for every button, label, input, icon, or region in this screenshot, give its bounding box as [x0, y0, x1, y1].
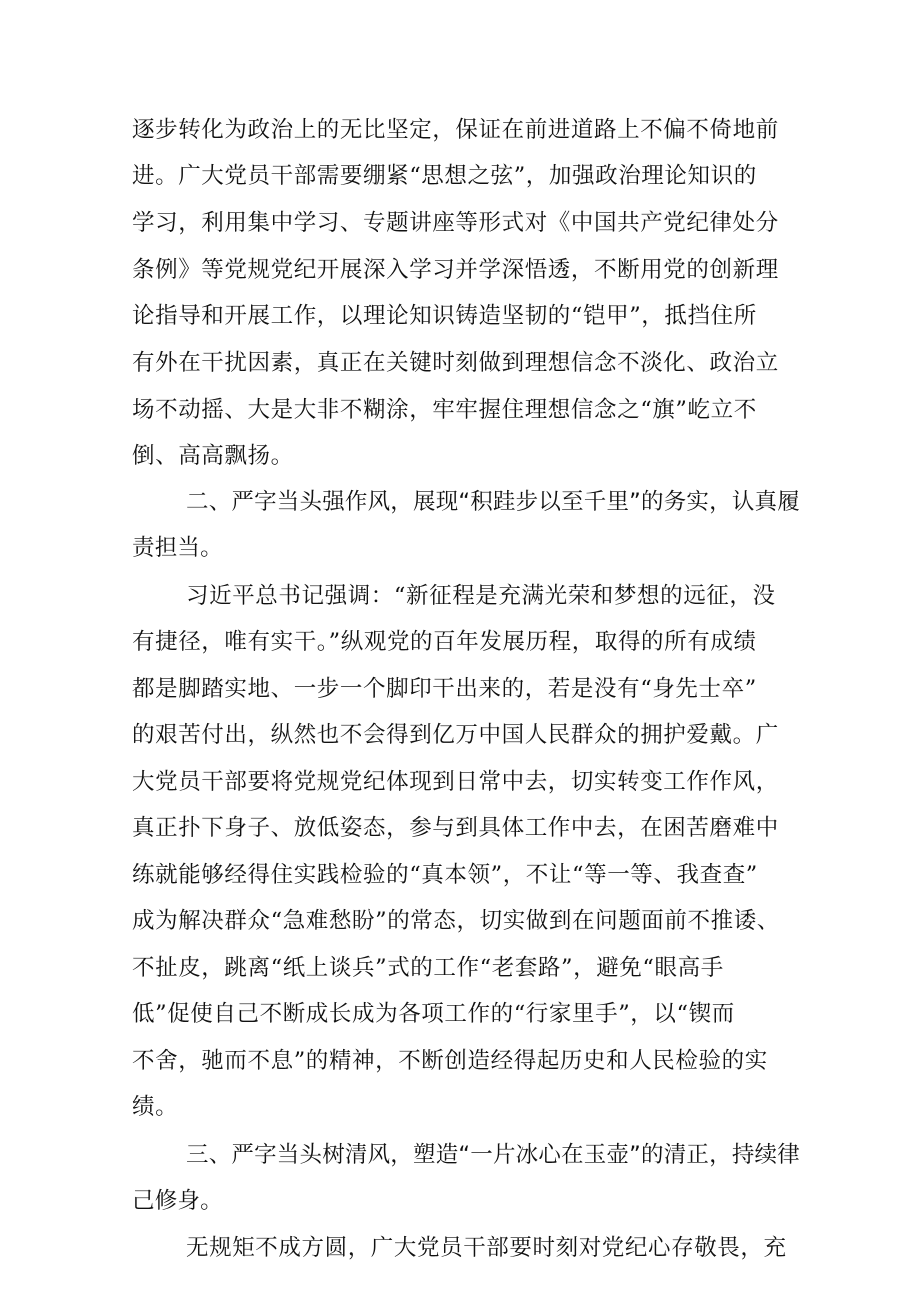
paragraph-2-line-5: 大党员干部要将党规党纪体现到日常中去，切实转变工作作风，	[132, 769, 779, 795]
section-3-heading-line-1: 三、严字当头树清风，塑造“一片冰心在玉壶”的清正，持续律	[186, 1142, 800, 1168]
paragraph-1-line-1: 逐步转化为政治上的无比坚定，保证在前进道路上不偏不倚地前	[132, 117, 779, 143]
paragraph-2-line-4: 的艰苦付出，纵然也不会得到亿万中国人民群众的拥护爱戴。广	[132, 722, 779, 748]
paragraph-2-line-7: 练就能够经得住实践检验的“真本领”，不让“等一等、我查查”	[132, 862, 758, 888]
section-3-heading-line-2: 己修身。	[132, 1188, 223, 1214]
paragraph-3-line-1: 无规矩不成方圆，广大党员干部要时刻对党纪心存敬畏，充	[186, 1235, 787, 1261]
paragraph-1-line-7: 场不动摇、大是大非不糊涂，牢牢握住理想信念之“旗”屹立不	[132, 397, 757, 423]
section-2-heading-line-1: 二、严字当头强作风，展现“积跬步以至千里”的务实，认真履	[186, 489, 800, 515]
paragraph-1-line-5: 论指导和开展工作，以理论知识铸造坚韧的“铠甲”，抵挡住所	[132, 303, 757, 329]
paragraph-2-line-9: 不扯皮，跳离“纸上谈兵”式的工作“老套路”，避免“眼高手	[132, 955, 724, 981]
paragraph-2-line-3: 都是脚踏实地、一步一个脚印干出来的，若是没有“身先士卒”	[132, 676, 757, 702]
paragraph-1-line-3: 学习，利用集中学习、专题讲座等形式对《中国共产党纪律处分	[132, 210, 779, 236]
paragraph-1-line-8: 倒、高高飘扬。	[132, 443, 294, 469]
paragraph-1-line-2: 进。广大党员干部需要绷紧“思想之弦”，加强政治理论知识的	[132, 163, 757, 189]
paragraph-1-line-6: 有外在干扰因素，真正在关键时刻做到理想信念不淡化、政治立	[132, 350, 779, 376]
paragraph-1-line-4: 条例》等党规党纪开展深入学习并学深悟透，不断用党的创新理	[132, 257, 779, 283]
section-2-heading-line-2: 责担当。	[132, 535, 223, 561]
paragraph-2-line-11: 不舍，驰而不息”的精神，不断创造经得起历史和人民检验的实	[132, 1048, 768, 1074]
paragraph-2-line-6: 真正扑下身子、放低姿态，参与到具体工作中去，在困苦磨难中	[132, 815, 779, 841]
paragraph-2-line-10: 低”促使自己不断成长成为各项工作的“行家里手”，以“锲而	[132, 1001, 735, 1027]
paragraph-2-line-12: 绩。	[132, 1094, 179, 1120]
paragraph-2-line-8: 成为解决群众“急难愁盼”的常态，切实做到在问题面前不推诿、	[132, 908, 780, 934]
paragraph-2-line-1: 习近平总书记强调：“新征程是充满光荣和梦想的远征，没	[186, 583, 776, 609]
paragraph-2-line-2: 有捷径，唯有实干。”纵观党的百年发展历程，取得的所有成绩	[132, 629, 757, 655]
